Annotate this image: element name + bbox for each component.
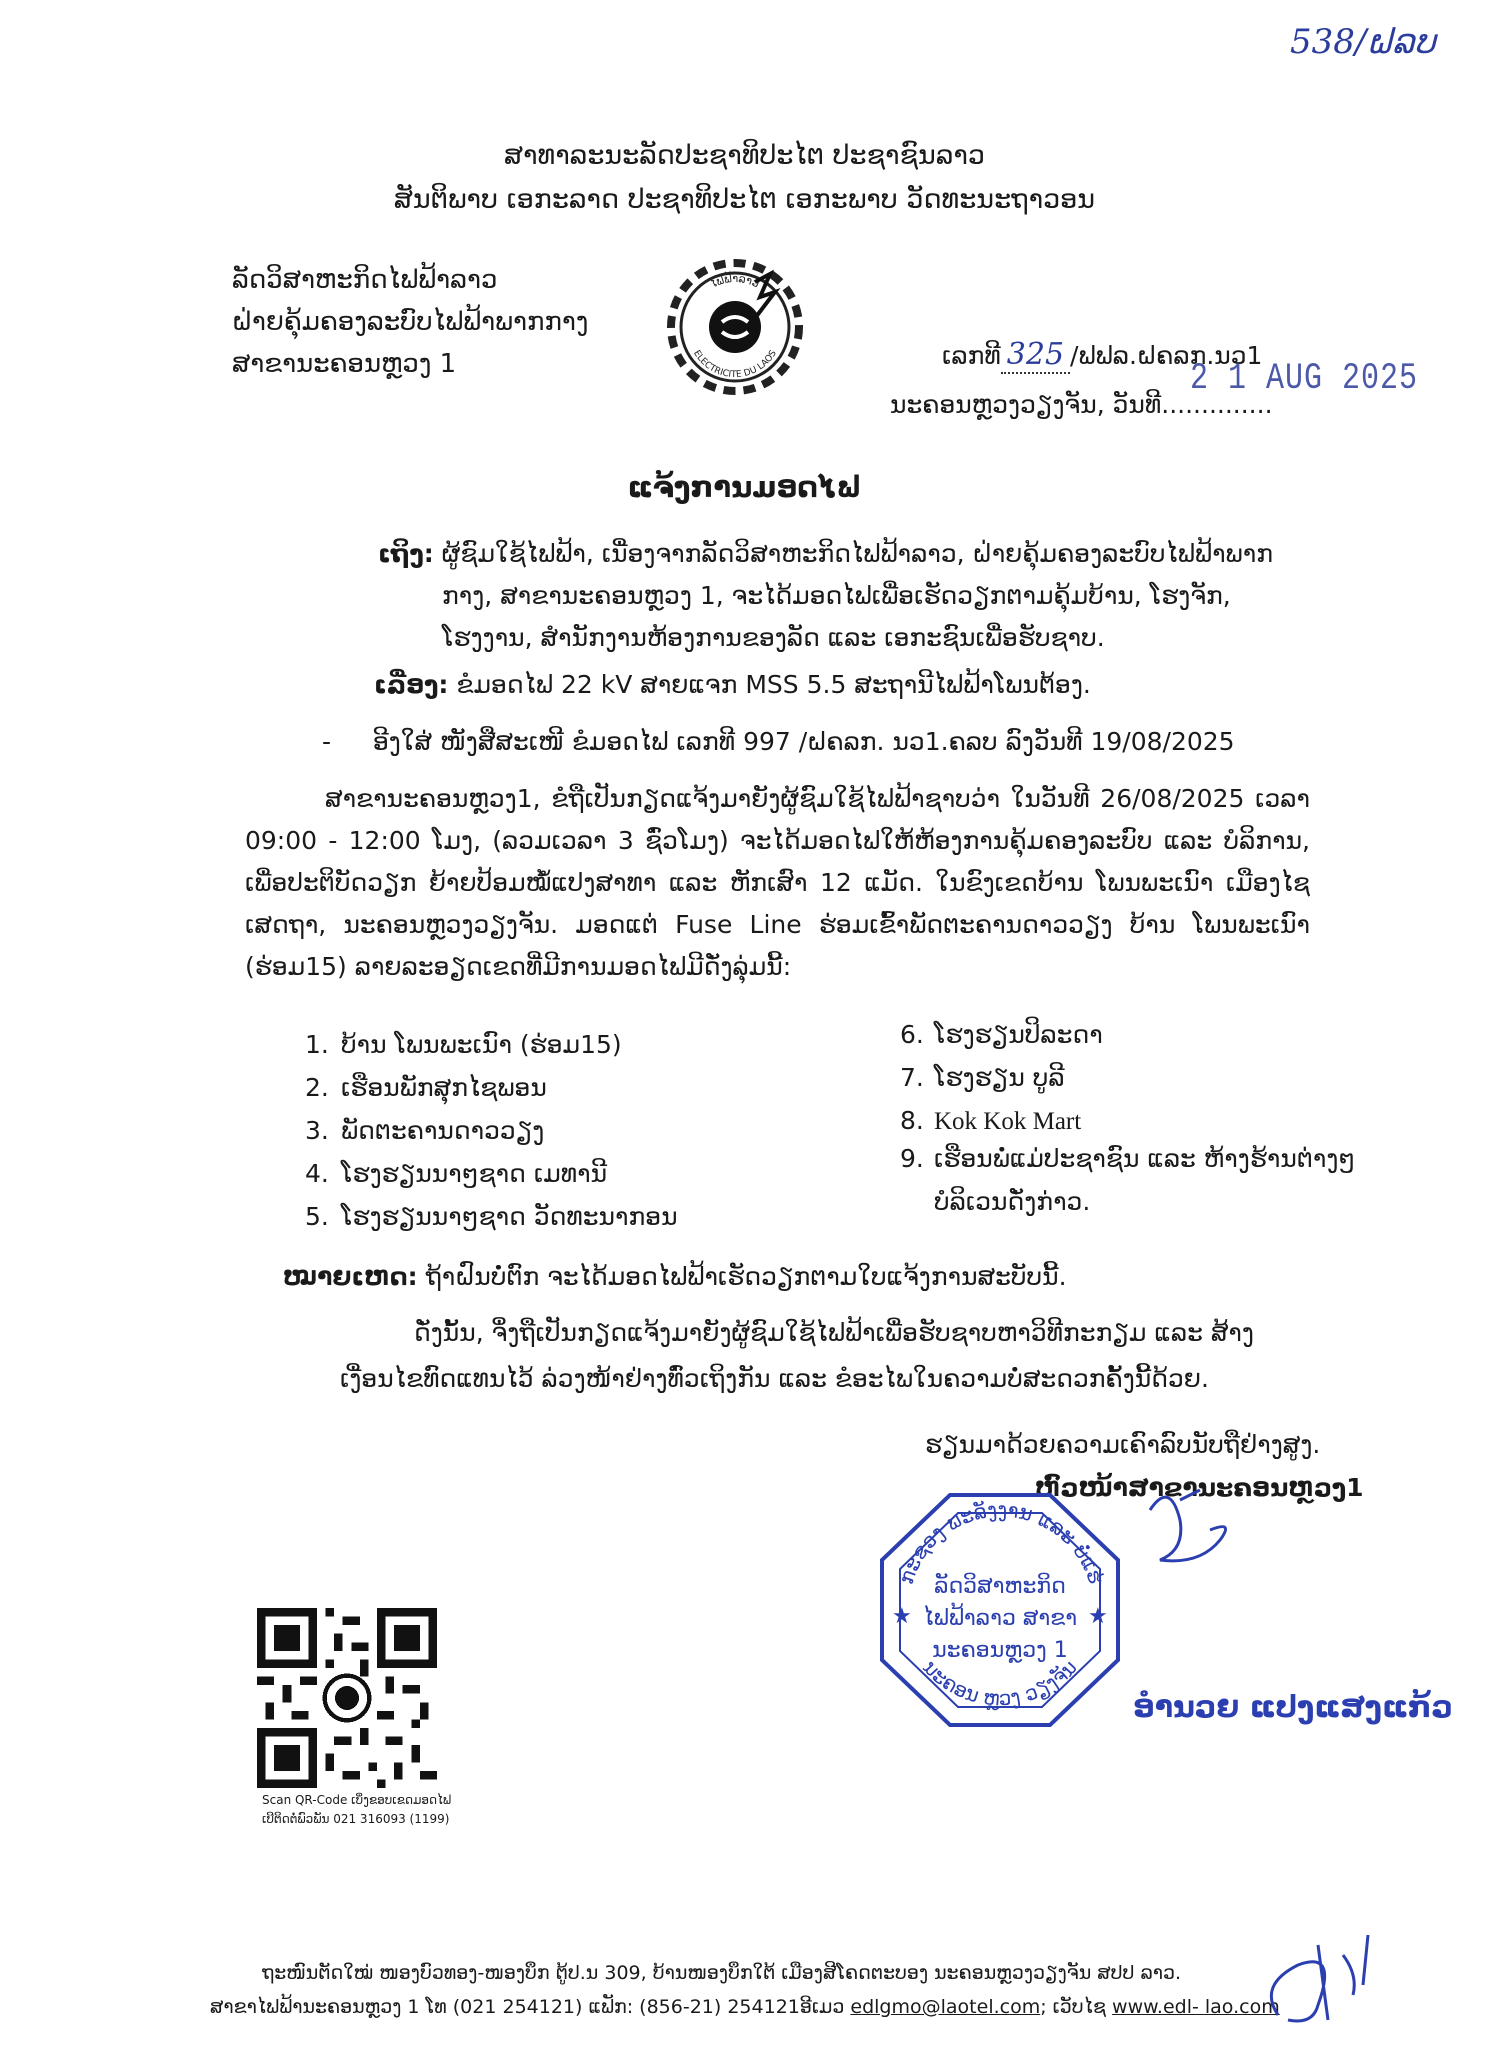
affected-areas-right (900, 1020, 1355, 1230)
edl-logo (660, 252, 810, 402)
list-item: 3. ພັດຕະຄານດາວວຽງ (305, 1116, 545, 1145)
country-motto: ສັນຕິພາບ ເອກະລາດ ປະຊາທິປະໄຕ ເອກະພາບ ວັດທະນະຖາວອນ (393, 184, 1096, 215)
remark-text: ຖ້າຝົນບໍ່ຕົກ ຈະໄດ້ມອດໄຟຟ້າເຮັດວຽກຕາມໃບແຈ້ງການສະບັບນີ້. (417, 1262, 1067, 1291)
issuer-company: ລັດວິສາຫະກິດໄຟຟ້າລາວ (232, 265, 498, 295)
footer-website-label: ; ເວັບໄຊ (1040, 1996, 1113, 2018)
notice-body: ສາຂານະຄອນຫຼວງ1, ຂໍຖືເປັນກຽດແຈ້ງມາຍັງຜູ້ຊົມໃຊ້ໄຟຟ້າຊາບວ່າ ໃນວັນທີ 26/08/2025 ເວລາ 09:00 - 12:00 ໂມງ, (ລວມເວລາ 3 ຊົ່ວໂມງ) ຈະໄດ້ມອດໄຟໃຫ້ຫ້ອງການຄຸ້ມຄອງລະບົບ ແລະ ບໍລິການ, ເພື່ອປະຕິບັດວຽກ ຍ້າຍປ້ອມໝໍ້ແປງສາທາ ແລະ ຫັກເສົາ 12 ແມັດ. ໃນຂົງເຂດບ້ານ ໂພນພະເນົາ ເມືອງໄຊເສດຖາ, ນະຄອນຫຼວງວຽງຈັນ. ມອດແຕ່ Fuse Line ຮ່ອມເຂົ້າພັດຕະຄານດາວວຽງ ບ້ານ ໂພນພະເນົາ (ຮ່ອມ15) ລາຍລະອຽດເຂດທີ່ມີການມອດໄຟມີດັ່ງລຸ່ມນີ້: (245, 784, 1310, 981)
reference-number-value: 325 (1001, 337, 1070, 374)
received-date-stamp: 2 1 AUG 2025 (1190, 357, 1419, 401)
closing-paragraph: ດັ່ງນັ້ນ, ຈຶ່ງຖືເປັນກຽດແຈ້ງມາຍັງຜູ້ຊົມໃຊ້ໄຟຟ້າເພື່ອຮັບຊາບຫາວິທີກະກຽມ ແລະ ສ້າງເງື່ອນໄຂທົດແທນໄວ້ ລ່ວງໜ້າຢ່າງທົ່ວເຖິງກັນ ແລະ ຂໍອະໄພໃນຄວາມບໍ່ສະດວກຄັ້ງນີ້ດ້ວຍ. (340, 1318, 1254, 1393)
list-item: ບໍລິເວນດັ່ງກ່າວ. (934, 1187, 1091, 1216)
signatory-name: ອຳນວຍ ແປງແສງແກ້ວ (1133, 1690, 1453, 1725)
seal-ring-bottom: ນະຄອນ ຫຼວງ ວຽງຈັນ (918, 1655, 1082, 1711)
recipient-label: ເຖິງ: (378, 539, 434, 568)
list-item: 6. ໂຮງຮຽນປິລະດາ (900, 1020, 1103, 1049)
seal-star-icon: ★ (1088, 1604, 1108, 1629)
recipient-text: ຜູ້ຊົມໃຊ້ໄຟຟ້າ, ເນື່ອງຈາກລັດວິສາຫະກິດໄຟຟ້າລາວ, ຝ່າຍຄຸ້ມຄອງລະບົບໄຟຟ້າພາກກາງ, ສາຂານະຄອນຫຼວງ 1, ຈະໄດ້ມອດໄຟເພື່ອເຮັດວຽກຕາມຄຸ້ມບ້ານ, ໂຮງຈັກ, ໂຮງງານ, ສຳນັກງານຫ້ອງການຂອງລັດ ແລະ ເອກະຊົນເພື່ອຮັບຊາບ. (441, 539, 1273, 652)
list-item: 5. ໂຮງຮຽນນາໆຊາດ ວັດທະນາກອນ (305, 1202, 678, 1231)
subject-line (374, 670, 1091, 699)
signatory-title: ຫົວໜ້າສາຂານະຄອນຫຼວງ1 (1035, 1473, 1364, 1502)
subject-label: ເລື່ອງ: (374, 670, 449, 699)
seal-center-line1: ລັດວິສາຫະກິດ (934, 1574, 1066, 1599)
reference-document (322, 727, 1235, 756)
qr-caption-scan: Scan QR-Code ເບິ່ງຂອບເຂດມອດໄຟ (262, 1793, 452, 1807)
list-item: 9. ເຮືອນພໍ່ແມ່ປະຊາຊົນ ແລະ ຫ້າງຮ້ານຕ່າງໆ (900, 1144, 1356, 1173)
affected-areas-left (305, 1030, 678, 1245)
footer-contact-text: ສາຂາໄຟຟ້ານະຄອນຫຼວງ 1 ໂທ (021 254121) ແຟັກ: (856-21) 254121ອີເມວ (210, 1996, 851, 2018)
logo-top-text: ໄຟຟ້າລາວ (708, 271, 762, 291)
list-item: 2. ເຮືອນພັກສຸກໄຊພອນ (305, 1073, 547, 1102)
footer-website-link[interactable]: www.edl- lao.com (1112, 1996, 1280, 2018)
logo-bottom-text: ELECTRICITE DU LAOS (691, 348, 779, 381)
logo-center-disc (709, 301, 761, 353)
reference-number-prefix: ເລກທີ (942, 341, 1001, 370)
bullet-dash: - (322, 727, 332, 756)
seal-ring-top: ກະຊວງ ພະລັງງານ ແລະ ບໍ່ແຮ່ (893, 1497, 1109, 1587)
subject-text: ຂໍມອດໄຟ 22 kV ສາຍແຈກ MSS 5.5 ສະຖານີໄຟຟ້າໂພນຕ້ອງ. (456, 670, 1091, 699)
remark-label: ໝາຍເຫດ: (283, 1262, 418, 1291)
country-title: ສາທາລະນະລັດປະຊາທິປະໄຕ ປະຊາຊົນລາວ (504, 140, 985, 171)
reference-number-suffix: /ຟຟລ.ຝຄລກ.ນວ1 (1070, 341, 1263, 370)
remark-line (283, 1262, 1067, 1291)
recipient-block (378, 533, 1313, 659)
official-seal (870, 1485, 1130, 1735)
footer-address: ຖະໜົນຕັດໃໝ່ ໜອງບົວທອງ-ໜອງບຶກ ຕູ້ປ.ນ 309, ບ້ານໜອງບຶກໃຕ້ ເມືອງສີໂຄດຕະບອງ ນະຄອນຫຼວງວຽງຈັນ ສປປ ລາວ. (262, 1962, 1182, 1984)
footer-email-link[interactable]: edlgmo@laotel.com (850, 1996, 1041, 2018)
place-and-date (890, 390, 1273, 419)
handwritten-reference-note: 538/ຝລບ (1290, 22, 1436, 62)
date-blank: .............. (1161, 390, 1273, 419)
issuer-branch: ສາຂານະຄອນຫຼວງ 1 (232, 349, 457, 379)
issuer-department: ຝ່າຍຄຸ້ມຄອງລະບົບໄຟຟ້າພາກກາງ (232, 307, 589, 337)
seal-center-line3: ນະຄອນຫຼວງ 1 (932, 1638, 1068, 1663)
seal-center-line2: ໄຟຟ້າລາວ ສາຂາ (922, 1606, 1078, 1631)
qr-code[interactable] (257, 1608, 437, 1788)
list-item: 4. ໂຮງຮຽນນາໆຊາດ ເມທານີ (305, 1159, 608, 1188)
qr-caption-contact: ເບີຕິດຕໍ່ພົວພັນ 021 316093 (1199) (262, 1812, 450, 1826)
signature-mark (1140, 1480, 1250, 1590)
seal-star-icon: ★ (892, 1604, 912, 1629)
footer-contact (210, 1996, 1280, 2018)
notice-title: ແຈ້ງການມອດໄຟ (627, 470, 862, 504)
list-item: 8. Kok Kok Mart (900, 1106, 1082, 1135)
footer-initials (1258, 1925, 1398, 2035)
place-date-label: ນະຄອນຫຼວງວຽງຈັນ, ວັນທີ (890, 390, 1162, 419)
regards-line: ຮຽນມາດ້ວຍຄວາມເຄົາລົບນັບຖືຢ່າງສູງ. (925, 1430, 1321, 1459)
list-item: 1. ບ້ານ ໂພນພະເນົາ (ຮ່ອມ15) (305, 1030, 622, 1059)
reference-document-text: ອີງໃສ່ ໜັງສືສະເໜີ ຂໍມອດໄຟ ເລກທີ 997 /ຝຄລກ. ນວ1.ຄລບ ລົງວັນທີ 19/08/2025 (372, 727, 1235, 756)
list-item: 7. ໂຮງຮຽນ ບູລີ (900, 1063, 1065, 1092)
